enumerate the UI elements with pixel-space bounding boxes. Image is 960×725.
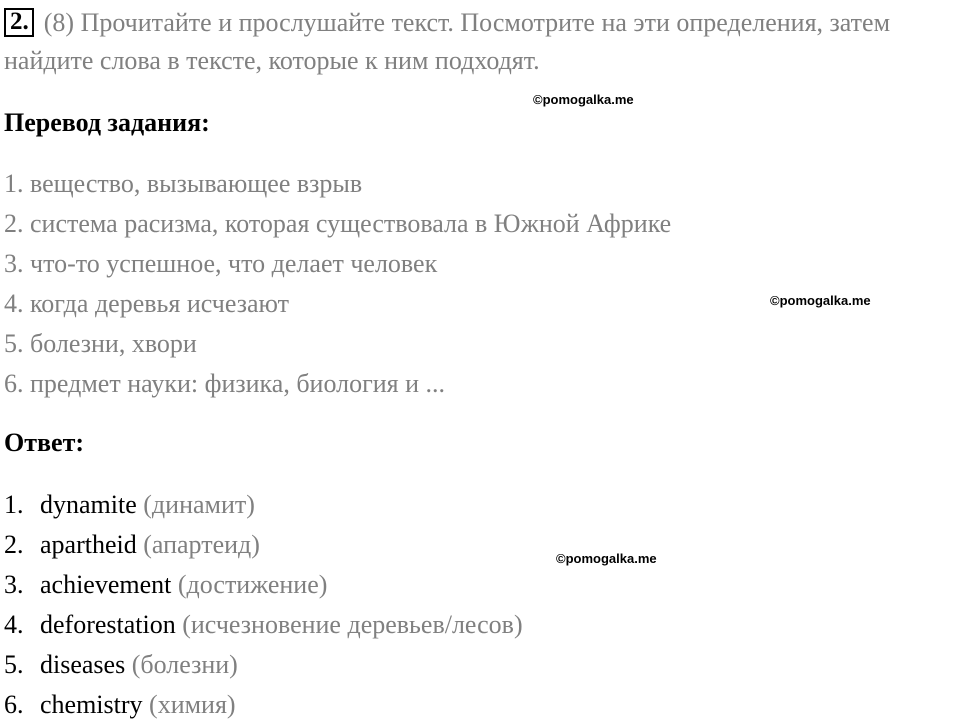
task-statement — [4, 4, 956, 80]
answer-word: deforestation — [40, 610, 176, 639]
answer-item — [4, 605, 523, 645]
answer-list — [4, 485, 523, 725]
list-item: 6. предмет науки: физика, биология и ... — [4, 369, 446, 398]
task-text: (8) Прочитайте и прослушайте текст. Посмотрите на эти определения, затем найдите слова в тексте, которые к ним подходят. — [4, 8, 891, 75]
answer-number: 3. — [4, 570, 24, 599]
watermark: ©pomogalka.me — [556, 551, 657, 566]
answer-item — [4, 565, 523, 605]
answer-number: 5. — [4, 650, 24, 679]
answer-item — [4, 685, 523, 725]
answer-word: dynamite — [40, 490, 137, 519]
list-item: 1. вещество, вызывающее взрыв — [4, 169, 363, 198]
answer-number: 1. — [4, 490, 24, 519]
translation-list — [4, 164, 671, 404]
list-item: 4. когда деревья исчезают — [4, 289, 289, 318]
answer-number: 2. — [4, 530, 24, 559]
answer-heading: Ответ: — [4, 428, 85, 457]
answer-word: apartheid — [40, 530, 137, 559]
watermark: ©pomogalka.me — [533, 92, 634, 107]
answer-translation: (апартеид) — [143, 530, 260, 559]
list-item: 5. болезни, хвори — [4, 329, 197, 358]
answer-word: achievement — [40, 570, 172, 599]
answer-word: diseases — [40, 650, 126, 679]
answer-number: 4. — [4, 610, 24, 639]
answer-word: chemistry — [40, 690, 143, 719]
task-number: 2. — [4, 8, 34, 37]
answer-number: 6. — [4, 690, 24, 719]
answer-item — [4, 485, 523, 525]
answer-translation: (исчезновение деревьев/лесов) — [182, 610, 523, 639]
list-item: 2. система расизма, которая существовала в Южной Африке — [4, 209, 672, 238]
watermark: ©pomogalka.me — [770, 293, 871, 308]
answer-translation: (болезни) — [131, 650, 238, 679]
answer-item — [4, 525, 523, 565]
answer-translation: (достижение) — [177, 570, 328, 599]
answer-translation: (химия) — [149, 690, 236, 719]
list-item: 3. что-то успешное, что делает человек — [4, 249, 438, 278]
translation-heading: Перевод задания: — [4, 108, 210, 137]
answer-item — [4, 645, 523, 685]
answer-translation: (динамит) — [143, 490, 255, 519]
